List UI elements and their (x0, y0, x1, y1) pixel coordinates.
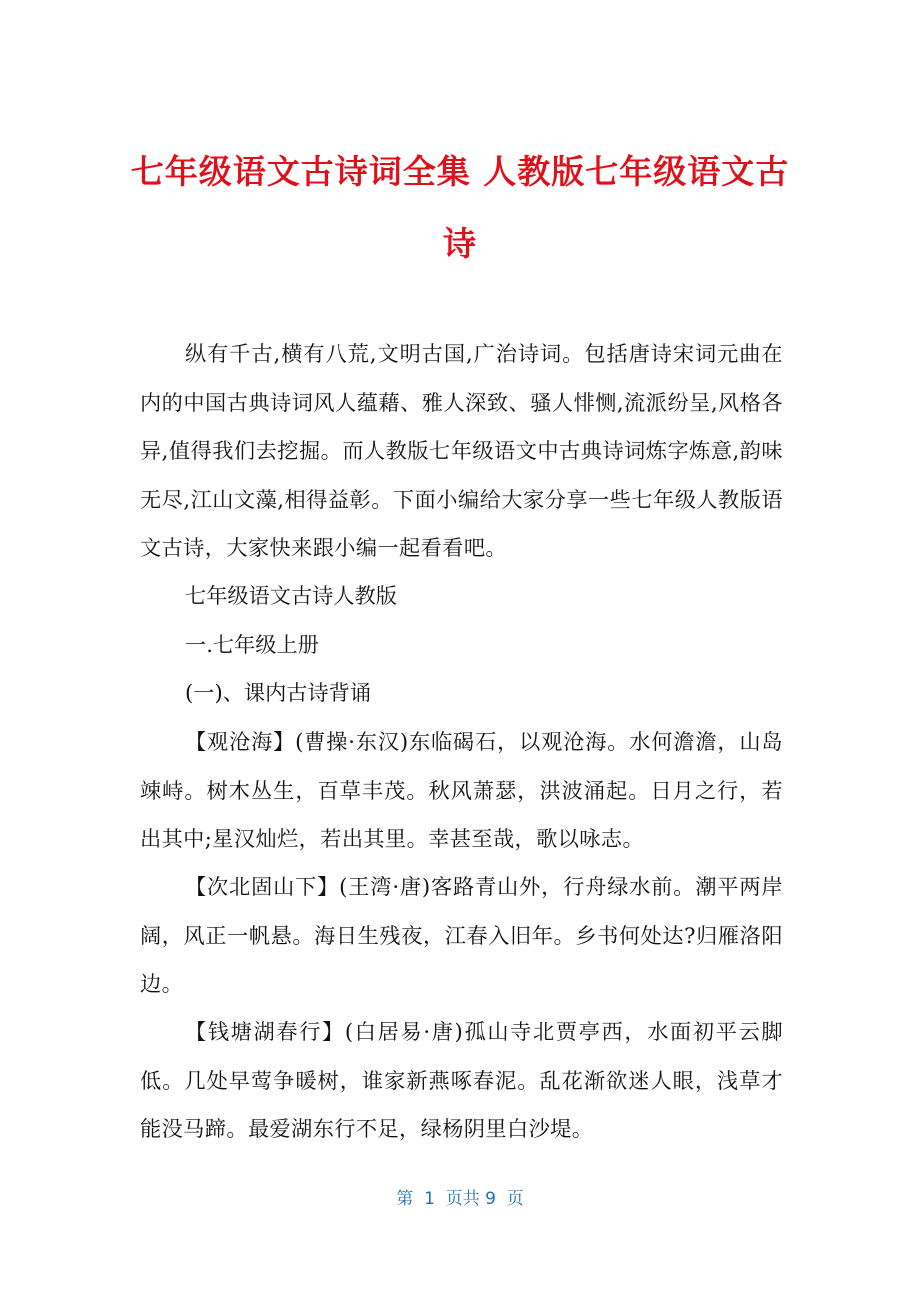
section-heading: 七年级语文古诗人教版 (185, 583, 397, 608)
intro-paragraph: 纵有千古,横有八荒,文明古国,广治诗词。包括唐诗宋词元曲在内的中国古典诗词风人蕴藉、雅人深致、骚人悱恻,流派纷呈,风格各异,值得我们去挖掘。而人教版七年级语文中古典诗词炼字炼意,韵味无尽,江山文藻,相得益彰。下面小编给大家分享一些七年级人教版语文古诗，大家快来跟小编一起看看吧。 (140, 341, 783, 561)
page-number-footer: 第 1 页共 9 页 (396, 1189, 524, 1209)
poem-ci-bei-gu-shan-xia: 【次北固山下】(王湾·唐)客路青山外，行舟绿水前。潮平两岸阔，风正一帆悬。海日生残夜，江春入旧年。乡书何处达?归雁洛阳边。 (140, 874, 783, 997)
document-title-line-1: 七年级语文古诗词全集 人教版七年级语文古 (130, 152, 790, 191)
volume-heading: 一.七年级上册 (185, 632, 319, 657)
subsection-heading: (一)、课内古诗背诵 (185, 680, 372, 705)
document-title-line-2: 诗 (443, 224, 477, 263)
poem-guan-cang-hai: 【观沧海】(曹操·东汉)东临碣石，以观沧海。水何澹澹，山岛竦峙。树木丛生，百草丰茂。秋风萧瑟，洪波涌起。日月之行，若出其中;星汉灿烂，若出其里。幸甚至哉，歌以咏志。 (140, 729, 783, 852)
poem-qian-tang-hu-chun-xing: 【钱塘湖春行】(白居易·唐)孤山寺北贾亭西，水面初平云脚低。几处早莺争暖树，谁家新燕啄春泥。乱花渐欲迷人眼，浅草才能没马蹄。最爱湖东行不足，绿杨阴里白沙堤。 (140, 1019, 783, 1142)
